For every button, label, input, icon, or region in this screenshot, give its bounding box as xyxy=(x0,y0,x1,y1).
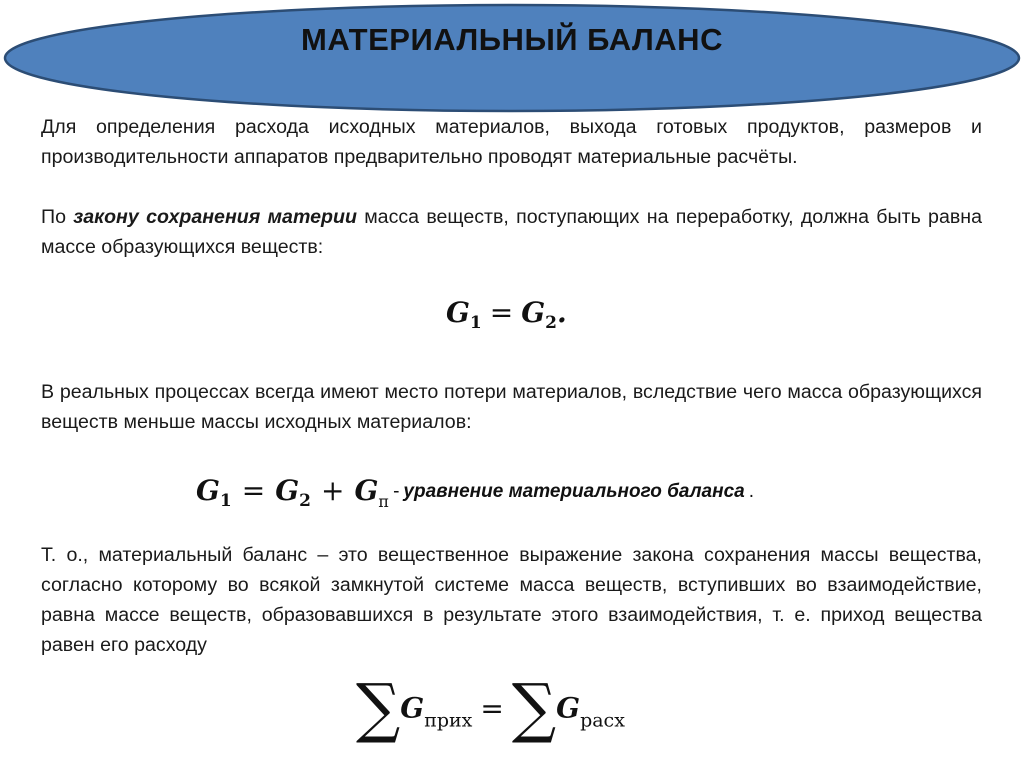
sum-symbol: ∑ xyxy=(356,669,401,746)
formula-equals: = xyxy=(241,474,266,507)
paragraph-losses: В реальных процессах всегда имеют место потери материалов, вследствие чего масса образующихся веществ меньше массы исходных материалов: xyxy=(41,381,982,433)
formula-subscript-income: прих xyxy=(424,709,473,732)
formula-equals: = xyxy=(480,691,504,725)
formula-subscript: 1 xyxy=(219,491,232,511)
formula-symbol: G xyxy=(400,691,425,725)
formula-subscript-loss: п xyxy=(378,492,390,511)
formula-subscript: 2 xyxy=(299,491,311,511)
paragraph-text: масса веществ, поступающих на переработку, должна быть равна массе образующихся веществ: xyxy=(41,206,982,258)
formula-ideal-balance xyxy=(446,296,567,333)
formula-equals: = xyxy=(489,296,514,329)
formula-symbol: G xyxy=(556,691,581,725)
paragraph-text: По xyxy=(41,206,74,228)
title-ellipse xyxy=(2,2,1022,114)
formula-end: . xyxy=(748,481,754,502)
formula-summation-balance xyxy=(356,668,625,748)
formula-symbol: G xyxy=(275,474,300,507)
formula-plus: + xyxy=(321,474,345,507)
formula-symbol: G xyxy=(521,296,546,329)
formula-symbol: G xyxy=(446,296,470,329)
paragraph-definition: Т. о., материальный баланс – это вещественное выражение закона сохранения массы вещества, согласно которому во всякой замкнутой системе масса веществ, вступивших во взаимодействие, равна массе веществ, образовавшихся в результате этого взаимодействия, т. е. приход вещества равен его расходу xyxy=(41,544,982,656)
page-title: МАТЕРИАЛЬНЫЙ БАЛАНС xyxy=(301,22,723,57)
paragraph-intro: Для определения расхода исходных материалов, выхода готовых продуктов, размеров и производительности аппаратов предварительно проводят материальные расчёты. xyxy=(41,116,982,168)
sum-symbol: ∑ xyxy=(511,669,557,746)
formula-end: . xyxy=(557,296,567,329)
formula-symbol: G xyxy=(354,474,379,507)
emphasis-law-name: закону сохранения материи xyxy=(73,206,357,228)
formula-subscript: 1 xyxy=(469,313,482,333)
formula-dash: - xyxy=(393,481,400,502)
formula-subscript-outflow: расх xyxy=(580,709,625,732)
paragraph-conservation-law xyxy=(41,202,982,262)
formula-balance-with-losses xyxy=(196,474,758,511)
formula-symbol: G xyxy=(196,474,220,507)
formula-description: уравнение материального баланса xyxy=(403,481,745,502)
formula-subscript: 2 xyxy=(545,313,557,333)
